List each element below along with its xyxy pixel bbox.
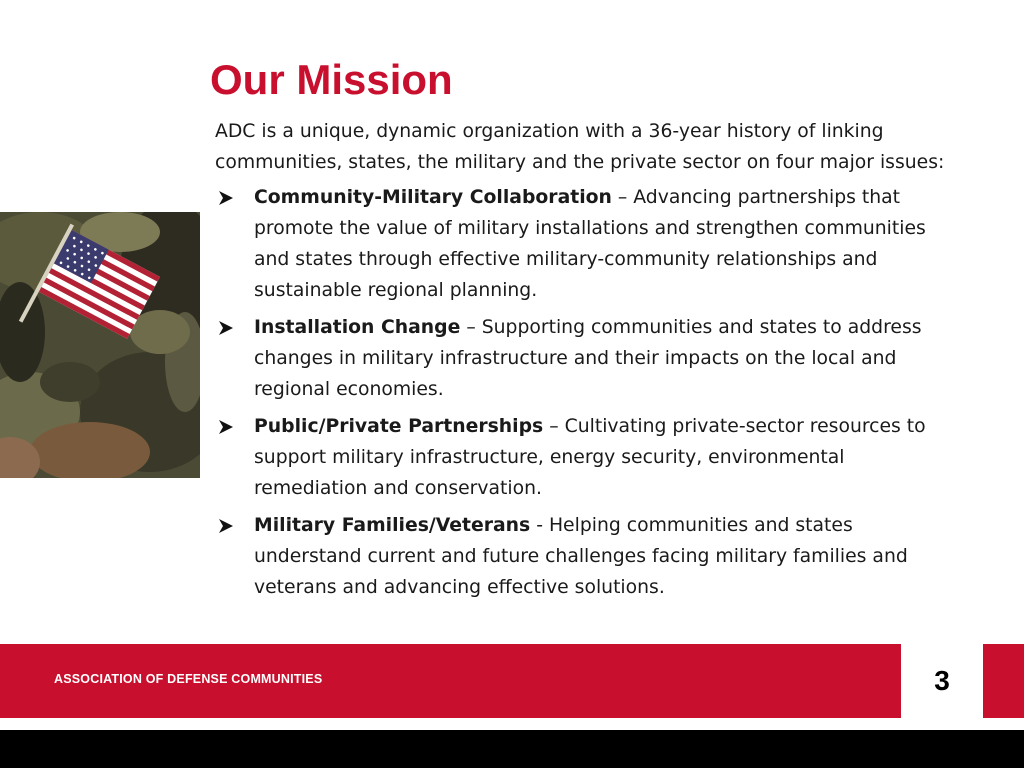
bullet-heading: Public/Private Partnerships bbox=[254, 416, 544, 437]
intro-paragraph: ADC is a unique, dynamic organization with a 36-year history of linking communities, states, the military and the private sector on four major issues: bbox=[215, 121, 945, 173]
bullet-separator: - bbox=[530, 515, 549, 536]
bullet-heading: Community-Military Collaboration bbox=[254, 187, 612, 208]
bullet-separator: – bbox=[460, 317, 482, 338]
bullet-text: Cultivating private-sector resources to support military infrastructure, energy security, environmental remediation and conservation. bbox=[254, 416, 926, 499]
bullet-text: Advancing partnerships that promote the value of military installations and strengthen communities and states through effective military-community relationships and sustainable regional planning. bbox=[254, 187, 926, 301]
footer-organization: ASSOCIATION OF DEFENSE COMMUNITIES bbox=[54, 672, 323, 686]
arrowhead-bullet-icon bbox=[218, 320, 234, 336]
page-number: 3 bbox=[934, 665, 950, 696]
list-item bbox=[215, 411, 960, 504]
list-item bbox=[215, 182, 960, 306]
bullet-separator: – bbox=[543, 416, 565, 437]
list-item bbox=[215, 312, 960, 405]
bullet-text: Supporting communities and states to address changes in military infrastructure and their impacts on the local and regional economies. bbox=[254, 317, 922, 400]
soldier-flag-photo bbox=[0, 212, 200, 478]
arrowhead-bullet-icon bbox=[218, 518, 234, 534]
arrowhead-bullet-icon bbox=[218, 419, 234, 435]
bullet-heading: Military Families/Veterans bbox=[254, 515, 531, 536]
bottom-strip bbox=[0, 730, 1024, 768]
issue-list bbox=[215, 182, 960, 603]
list-item bbox=[215, 510, 960, 603]
slide-title: Our Mission bbox=[210, 56, 453, 103]
arrowhead-bullet-icon bbox=[218, 190, 234, 206]
page-number-box bbox=[901, 644, 983, 718]
bullet-text: Helping communities and states understand current and future challenges facing military families and veterans and advancing effective solutions. bbox=[254, 515, 908, 598]
mission-content bbox=[215, 116, 960, 609]
bullet-separator: – bbox=[611, 187, 634, 208]
bullet-heading: Installation Change bbox=[254, 317, 461, 338]
